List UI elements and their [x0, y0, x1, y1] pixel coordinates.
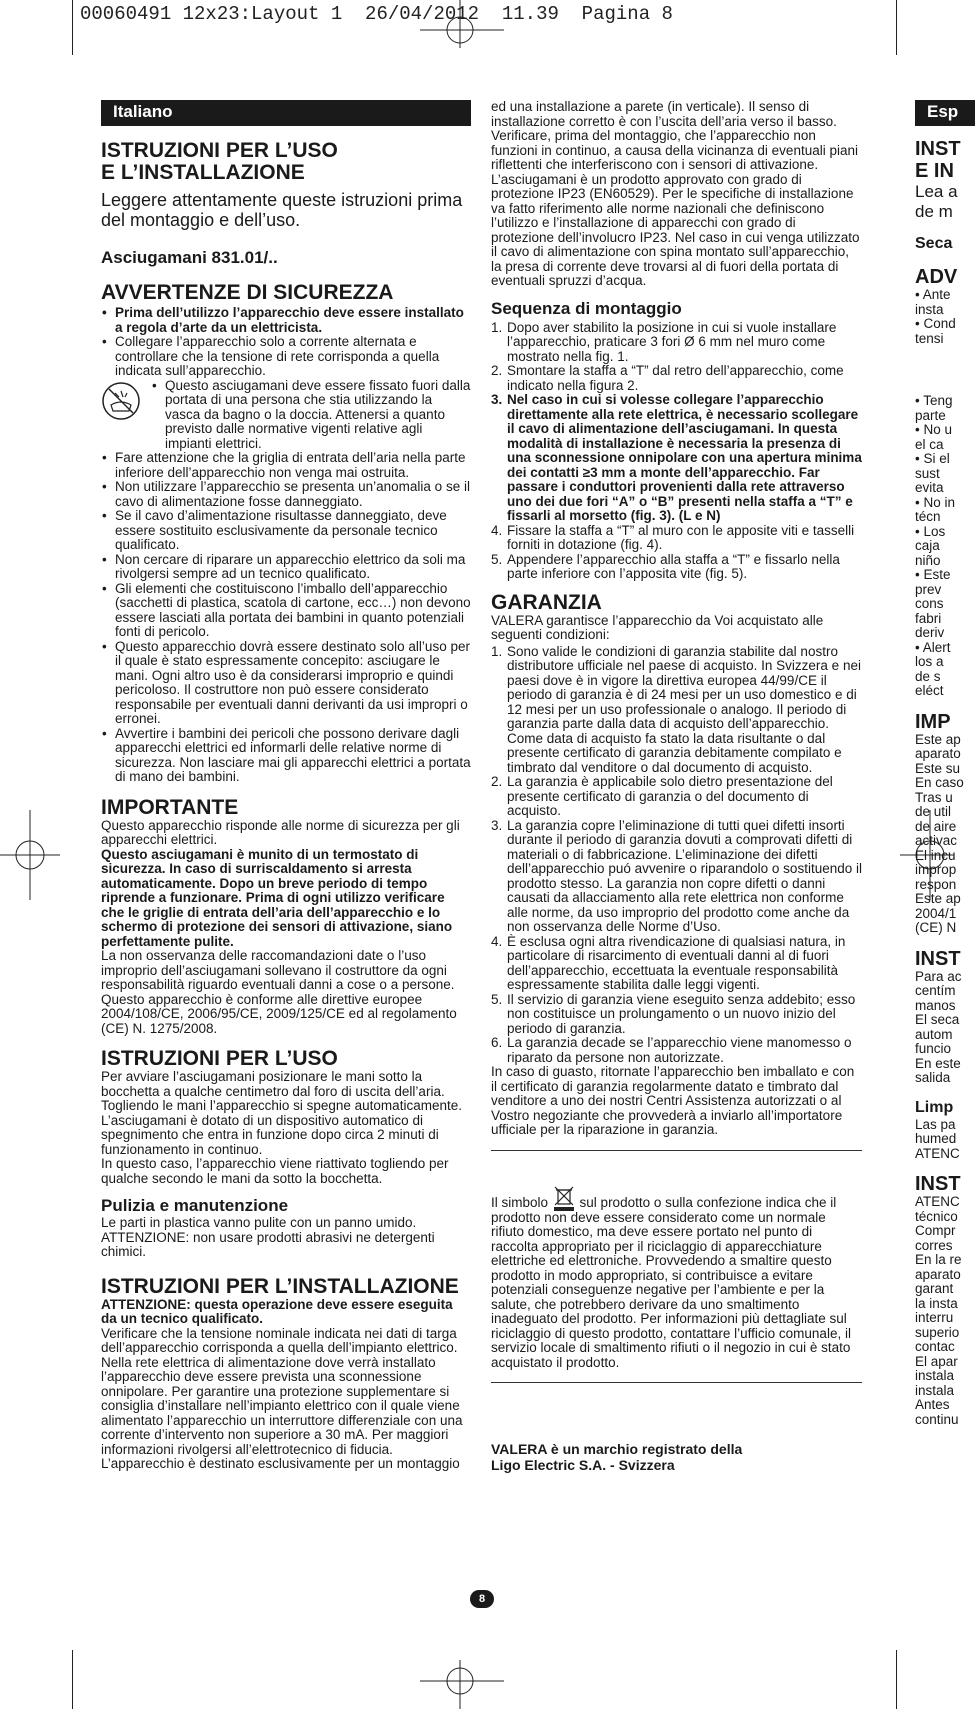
- text-fragment: [915, 699, 975, 711]
- text-fragment: niño: [915, 552, 941, 568]
- text-fragment: • Ante: [915, 287, 951, 302]
- important-compliance-text: La non osservanza delle raccomandazioni date o l’uso improprio dell’asciugamani sollevano il costruttore da ogni responsabilità riguardo eventuali danni a cose o a persone. Questo apparecchio è conforme alle direttive europee 2004/108/CE, 2006/95/CE, 2009/125/CE ed al regolamento (CE) N. 1275/2008.: [101, 948, 457, 1036]
- text-fragment: 2004/1: [915, 905, 957, 921]
- column-spanish-cutoff: [915, 100, 975, 1427]
- text-fragment: • No u: [915, 422, 952, 437]
- column-italian-left: [101, 100, 471, 1472]
- text-fragment: El apar: [915, 1353, 958, 1369]
- safety-list: [101, 306, 471, 379]
- text-fragment: continu: [915, 1411, 959, 1427]
- text-fragment: centím: [915, 983, 956, 998]
- text-fragment: salida: [915, 1070, 951, 1085]
- lead-text: Leggere attentamente queste istruzioni prima del montaggio e dell’uso.: [101, 190, 463, 230]
- installation-text-continued: ed una installazione a parete (in verticale). Il senso di installazione corretto è con l’uscita dell’aria verso il basso. Verificare, prima del montaggio, che l’apparecchio non funzioni in continuo, a causa della vicinanza di eventuali piani riflettenti che interferiscono con i sensori di attivazione. L’asciugamani è un prodotto approvato con grado di protezione IP23 (EN60529). Per le specifiche di installazione va fatto riferimento alle norme nazionali che definiscono l’utilizzo e l’installazione di apparecchi con grado di protezione dell’involucro IP23. Nel caso in cui venga utilizzato il cavo di alimentazione con spina montato sull’apparecchio, la presa di corrente deve trovarsi al di fuori della portata di eventuali spruzzi d’acqua.: [491, 99, 860, 288]
- use-text-2: In questo caso, l’apparecchio viene riattivato togliendo per qualche secondo le mani da sotto la bocchetta.: [101, 1156, 449, 1186]
- text-fragment: humed: [915, 1131, 957, 1146]
- page-title-line1: ISTRUZIONI PER L’USO: [101, 139, 338, 162]
- text-fragment: En este: [915, 1055, 961, 1071]
- important-heading: IMPORTANTE: [101, 795, 239, 819]
- text-fragment: activac: [915, 833, 958, 848]
- list-item: 5. Appendere l’apparecchio alla staffa a “T” e fissarlo nella parte inferiore con l’apposita vite (fig. 5).: [491, 551, 840, 581]
- text-fragment: [915, 1086, 975, 1098]
- list-item: 1. Sono valide le condizioni di garanzia stabilite dal nostro distributore ufficiale nel paese di acquisto. In Svizzera e nei paesi dove è in vigore la direttiva europea 44/99/CE il periodo di garanzia è di 24 mesi per un uso domestico e di 12 mesi per un uso professionale o analogo. Il periodo di garanzia parte dalla data di acquisto dell’apparecchio. Come data di acquisto fa stato la data risultante o dal presente certificato di garanzia debitamente compilato e timbrato dal venditore o dal documento di acquisto.: [491, 643, 861, 775]
- cleaning-heading: Pulizia e manutenzione: [101, 1196, 289, 1215]
- text-fragment: Lea a: [915, 182, 958, 201]
- column-italian-right: [491, 100, 862, 1473]
- mounting-heading: Sequenza di montaggio: [491, 298, 682, 318]
- text-fragment: • Alert: [915, 639, 951, 655]
- brand-line1: VALERA è un marchio registrato della: [491, 1441, 743, 1457]
- text-fragment: de m: [915, 202, 953, 221]
- list-item: • Gli elementi che costituiscono l’imballo dell’apparecchio (sacchetti di plastica, scatola di cartone, ecc…) non devono essere lasciati alla portata dei bambini in quanto potenziali fonti di pericolo.: [101, 582, 471, 640]
- cleaning-text: Le parti in plastica vanno pulite con un panno umido. ATTENZIONE: non usare prodotti abrasivi ne detergenti chimici.: [101, 1215, 435, 1259]
- page-number: 8: [470, 1590, 494, 1608]
- divider: [491, 1382, 862, 1383]
- installation-text: Verificare che la tensione nominale indicata nei dati di targa dell’apparecchio corrisponda a quella dell’impianto elettrico. Nella rete elettrica di alimentazione dove verrà installato l’apparecchio deve essere prevista una sconnessione onnipolare. Per garantire una protezione supplementare si consiglia d’installare nell’impianto elettrico con il quale viene alimentato l’apparecchio un interruttore differenziale con una corrente d’intervento non superiore a 30 mA. Per maggiori informazioni rivolgersi all’elettrotecnico di fiducia. L’apparecchio è destinato esclusivamente per un montaggio: [101, 1325, 463, 1471]
- text-fragment: [915, 1161, 975, 1173]
- important-bold-text: Questo asciugamani è munito di un termostato di sicurezza. In caso di surriscaldamento si arresta automaticamente. Dopo un breve periodo di tempo riprende a funzionare. Prima di ogni utilizzo verificare che le griglie di entrata dell’aria dell’apparecchio e lo schermo di protezione dei sensori di attivazione, siano perfettamente pulite.: [101, 846, 453, 949]
- text-fragment: manos: [915, 997, 956, 1013]
- text-fragment: INST: [915, 1173, 961, 1195]
- weee-text-pre: Il simbolo: [491, 1194, 549, 1210]
- registration-mark-bottom: [420, 1660, 520, 1709]
- crop-mark-top-left: [72, 0, 73, 55]
- text-fragment: instala: [915, 1382, 955, 1398]
- text-fragment: caja: [915, 538, 940, 553]
- text-fragment: técn: [915, 509, 941, 524]
- text-fragment: Compr: [915, 1223, 956, 1238]
- text-fragment: respon: [915, 876, 957, 892]
- list-item: • Collegare l’apparecchio solo a corrente alternata e controllare che la tensione di rete corrisponda a quella indicata sull’apparecchio.: [101, 335, 471, 379]
- text-fragment: Este su: [915, 760, 961, 776]
- list-item: 4. È esclusa ogni altra rivendicazione di qualsiasi natura, in particolare di risarcimento di eventuali danni al di fuori dell’apparecchio, eccettuata la eventuale responsabilità espressamente stabilita dalle leggi vigenti.: [491, 933, 846, 992]
- no-shower-warning-icon: [101, 381, 141, 421]
- list-item: 5. Il servizio di garanzia viene eseguito senza addebito; esso non costituisce un prolungamento o un nuovo inizio del periodo di garanzia.: [491, 991, 856, 1036]
- text-fragment: de s: [915, 668, 941, 684]
- text-fragment: sust: [915, 465, 940, 481]
- text-fragment: de util: [915, 804, 952, 819]
- text-fragment: [915, 358, 975, 370]
- text-fragment: instala: [915, 1368, 955, 1383]
- list-item: • Fare attenzione che la griglia di entrata dell’aria nella parte inferiore dell’apparecchio non venga mai ostruita.: [101, 451, 471, 480]
- shower-warning-list: [151, 379, 471, 452]
- text-fragment: [915, 936, 975, 948]
- text-fragment: superio: [915, 1324, 960, 1340]
- text-fragment: parte: [915, 407, 946, 423]
- text-fragment: garant: [915, 1281, 954, 1296]
- text-fragment: deriv: [915, 625, 945, 640]
- text-fragment: • Si el: [915, 451, 950, 466]
- text-fragment: prev: [915, 581, 942, 597]
- text-fragment: INST: [915, 947, 961, 970]
- use-heading: ISTRUZIONI PER L’USO: [101, 1047, 338, 1070]
- shower-warning-row: [101, 379, 471, 452]
- text-fragment: El incu: [915, 847, 956, 863]
- warranty-heading: GARANZIA: [491, 590, 602, 614]
- text-fragment: • No in: [915, 494, 955, 510]
- list-item: • Non utilizzare l’apparecchio se presenta un’anomalia o se il cavo di alimentazione fosse danneggiato.: [101, 480, 471, 509]
- use-text: Per avviare l’asciugamani posizionare le mani sotto la bocchetta a qualche centimetro dal foro di uscita dell’aria. Togliendo le mani l’apparecchio si spegne automaticamente. L’asciugamani è dotato di un dispositivo automatico di spegnimento che entra in funzione dopo circa 2 minuti di funzionamento in continuo.: [101, 1069, 462, 1157]
- text-fragment: Limp: [915, 1098, 954, 1116]
- list-item: • Avvertire i bambini dei pericoli che possono derivare dagli apparecchi elettrici ed informarli delle relative norme di sicurezza. Non lasciare mai gli apparecchi elettrici a portata di mano dei bambini.: [101, 727, 471, 785]
- text-fragment: fabri: [915, 610, 942, 626]
- text-fragment: insta: [915, 301, 944, 317]
- list-item: • Questo asciugamani deve essere fissato fuori dalla portata di una persona che stia utilizzando la vasca da bagno o la doccia. Attenersi a quanto previsto dalle normative vigenti relative agli impianti elettrici.: [151, 379, 471, 452]
- text-fragment: eléct: [915, 683, 944, 698]
- list-item: 4. Fissare la staffa a “T” al muro con le apposite viti e tasselli forniti in dotazione (fig. 4).: [491, 522, 855, 552]
- text-fragment: ATENC: [915, 1194, 960, 1209]
- list-item: • Se il cavo d’alimentazione risultasse danneggiato, deve essere sostituito esclusivamente da personale tecnico qualificato.: [101, 509, 471, 553]
- text-fragment: Para ac: [915, 968, 962, 984]
- text-fragment: Este ap: [915, 891, 961, 906]
- text-fragment: • Los: [915, 523, 946, 539]
- crossed-bin-icon: [552, 1185, 576, 1211]
- text-fragment: los a: [915, 654, 944, 669]
- registration-mark-left: [0, 810, 60, 900]
- text-fragment: En caso: [915, 775, 964, 790]
- list-item: 3. La garanzia copre l’eliminazione di tutti quei difetti insorti durante il periodo di garanzia dovuti a comprovati difetti di materiali o di fabbricazione. L’eliminazione dei difetti dell’apparecchio puó avvenire o riparandolo o sostituendo il prodotto stesso. La garanzia non copre difetti o danni causati da allacciamento alla rete elettrica non conforme alle norme, da uso improprio del prodotto come anche da non osservanza delle Norme d’Uso.: [491, 817, 862, 934]
- text-fragment: corres: [915, 1237, 953, 1253]
- text-fragment: INST: [915, 138, 961, 160]
- text-fragment: • Teng: [915, 393, 953, 408]
- text-fragment: Seca: [915, 235, 953, 252]
- spanish-text-fragments: [915, 138, 975, 1427]
- page-title-line2: E L’INSTALLAZIONE: [101, 161, 305, 184]
- text-fragment: ATENC: [915, 1145, 960, 1161]
- crop-mark-bottom-right: [896, 1650, 897, 1709]
- text-fragment: funcio: [915, 1041, 952, 1056]
- text-fragment: [915, 370, 975, 382]
- text-fragment: cons: [915, 596, 944, 611]
- text-fragment: el ca: [915, 436, 944, 452]
- text-fragment: [915, 222, 975, 234]
- list-item: 6. La garanzia decade se l’apparecchio viene manomesso o riparato da persone non autorizzate.: [491, 1035, 852, 1065]
- language-label-es: Esp: [915, 100, 975, 126]
- installation-heading: ISTRUZIONI PER L’INSTALLAZIONE: [101, 1274, 459, 1298]
- list-item: 2. Smontare la staffa a “T” dal retro dell’apparecchio, come indicato nella figura 2.: [491, 363, 844, 393]
- model-name: Asciugamani 831.01/..: [101, 248, 278, 267]
- list-item: 1. Dopo aver stabilito la posizione in cui si vuole installare l’apparecchio, praticare 3 fori Ø 6 mm nel muro come mostrato nella fig. 1.: [491, 319, 837, 364]
- language-label: Italiano: [101, 100, 471, 126]
- crop-mark-top-right: [896, 0, 897, 55]
- list-item: • Prima dell’utilizzo l’apparecchio deve essere installato a regola d’arte da un elettricista.: [101, 306, 471, 335]
- text-fragment: [915, 346, 975, 358]
- registration-mark-top: [420, 0, 520, 48]
- warranty-outro: In caso di guasto, ritornate l’apparecchio ben imballato e con il certificato di garanzia regolarmente datato e timbrato dal venditore a uno dei nostri Centri Assistenza autorizzati o al Vostro negoziante che provvederà a inviarlo all’importatore ufficiale per la riparazione in garanzia.: [491, 1064, 855, 1137]
- text-fragment: E IN: [915, 160, 954, 182]
- text-fragment: Este ap: [915, 731, 961, 747]
- text-fragment: contac: [915, 1339, 955, 1354]
- list-item: 2. La garanzia è applicabile solo dietro presentazione del presente certificato di garanzia o del documento di acquisto.: [491, 774, 833, 818]
- list-item: 3. Nel caso in cui si volesse collegare l’apparecchio direttamente alla rete elettrica, è necessario scollegare il cavo di alimentazione dell’asciugamani. In questa modalità di installazione è necessaria la presenza di una sconnessione onnipolare con una apertura minima dei contatti ≥3 mm a monte dell’apparecchio. Far passare i conduttori provenienti dalla rete attraverso uno dei due fori “A” o “B” presenti nella staffa a “T” e fissarli al morsetto (fig. 3). (L e N): [491, 392, 862, 523]
- text-fragment: aparato: [915, 746, 961, 761]
- weee-notice: [491, 1185, 862, 1371]
- text-fragment: ADV: [915, 266, 958, 288]
- text-fragment: Las pa: [915, 1116, 956, 1132]
- text-fragment: improp: [915, 862, 957, 877]
- text-fragment: IMP: [915, 710, 951, 733]
- divider: [491, 1150, 862, 1151]
- safety-heading: AVVERTENZE DI SICUREZZA: [101, 281, 394, 304]
- text-fragment: técnico: [915, 1208, 958, 1224]
- important-text: Questo apparecchio risponde alle norme di sicurezza per gli apparecchi elettrici.: [101, 817, 460, 847]
- text-fragment: En la re: [915, 1252, 962, 1267]
- text-fragment: Antes: [915, 1397, 950, 1412]
- text-fragment: tensi: [915, 330, 944, 346]
- brand-notice: [491, 1441, 862, 1473]
- installation-warning: ATTENZIONE: questa operazione deve essere eseguita da un tecnico qualificato.: [101, 1296, 453, 1326]
- text-fragment: de aire: [915, 818, 957, 834]
- text-fragment: aparato: [915, 1266, 961, 1282]
- text-fragment: autom: [915, 1026, 953, 1042]
- safety-list-continued: [101, 451, 471, 785]
- list-item: • Questo apparecchio dovrà essere destinato solo all’uso per il quale è stato espressamente concepito: asciugare le mani. Ogni altro uso è da considerarsi improprio e quindi pericoloso. Il costruttore non può essere considerato responsabile per eventuali danni derivanti da usi impropri o erronei.: [101, 640, 471, 727]
- crop-mark-bottom-left: [72, 1650, 73, 1709]
- weee-text: sul prodotto o sulla confezione indica che il prodotto non deve essere considerato come un normale rifiuto domestico, ma deve essere portato nel punto di raccolta appropriato per il riciclaggio di apparecchiature elettriche ed elettroniche. Provvedendo a smaltire questo prodotto in modo appropriato, si contribuisce a evitare potenziali conseguenze negative per l’ambiente e per la salute, che potrebbero derivare da uno smaltimento inadeguato del prodotto. Per informazioni più dettagliate sul riciclaggio di questo prodotto, contattare l’ufficio comunale, il servizio locale di smaltimento rifiuti o il negozio in cui è stato acquistato il prodotto.: [491, 1194, 851, 1370]
- text-fragment: evita: [915, 480, 944, 495]
- warranty-conditions: [491, 645, 862, 1066]
- brand-line2: Ligo Electric S.A. - Svizzera: [491, 1457, 675, 1473]
- text-fragment: • Cond: [915, 316, 956, 331]
- text-fragment: la insta: [915, 1295, 958, 1311]
- text-fragment: (CE) N: [915, 920, 957, 935]
- page-title: [101, 140, 471, 184]
- warranty-intro: VALERA garantisce l’apparecchio da Voi acquistato alle seguenti condizioni:: [491, 612, 824, 642]
- text-fragment: interru: [915, 1310, 954, 1325]
- list-item: • Non cercare di riparare un apparecchio elettrico da soli ma rivolgersi sempre ad un tecnico qualificato.: [101, 553, 471, 582]
- mounting-steps: [491, 321, 862, 582]
- text-fragment: El seca: [915, 1012, 960, 1027]
- print-slug: 00060491 12x23:Layout 1 26/04/2012 11.39 Pagina 8: [80, 3, 673, 25]
- text-fragment: [915, 254, 975, 266]
- text-fragment: • Este: [915, 567, 951, 582]
- text-fragment: Tras u: [915, 789, 953, 805]
